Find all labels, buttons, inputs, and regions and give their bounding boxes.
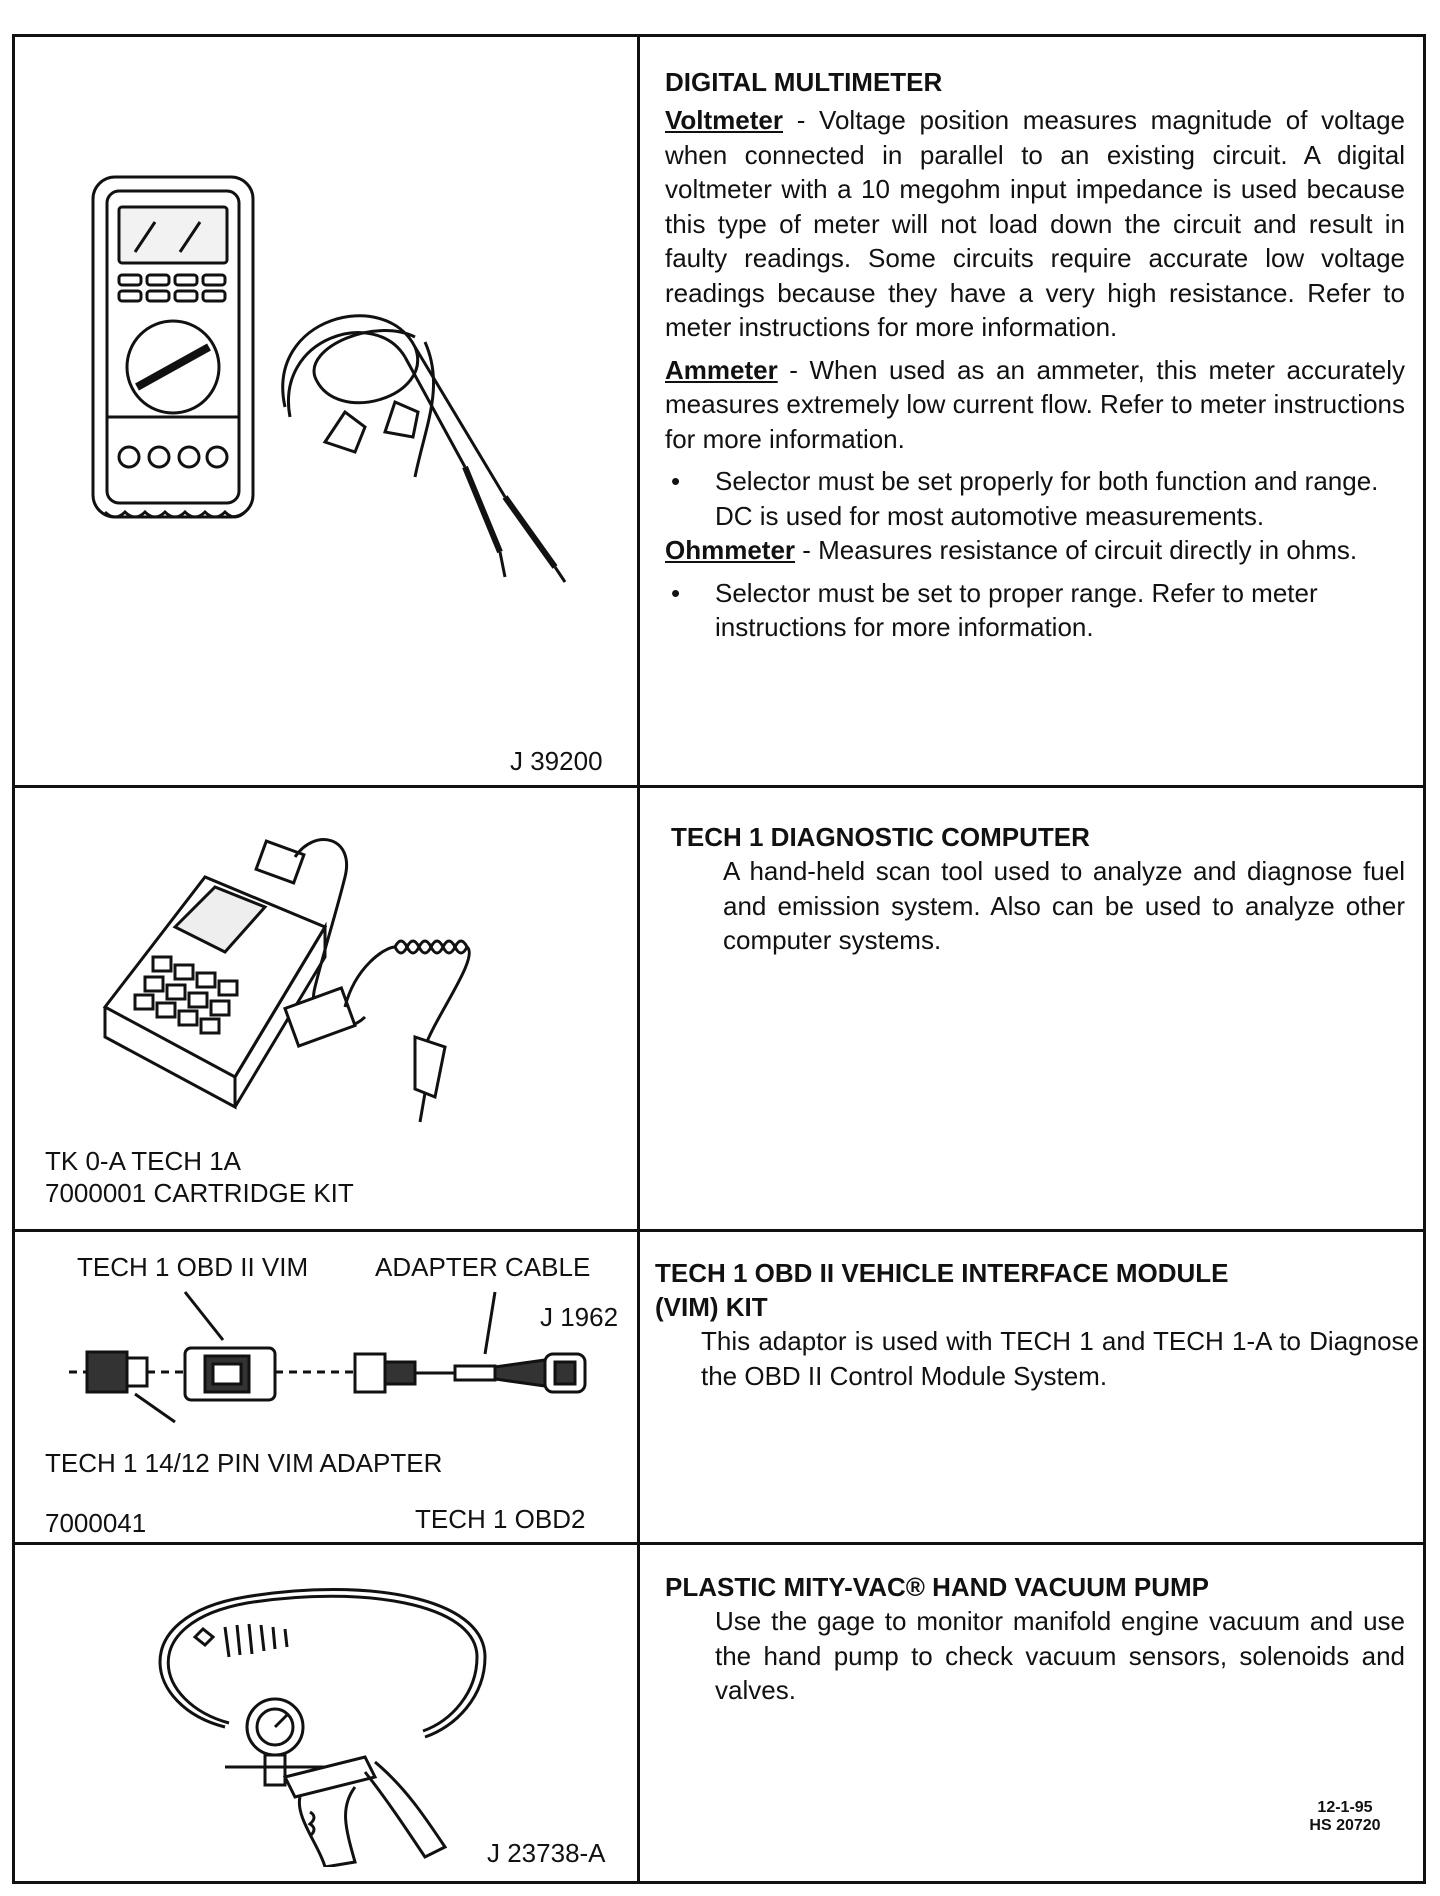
ammeter-bullet: • Selector must be set properly for both function and range. DC is used for most automotive measurements. <box>665 464 1405 533</box>
vim-kit-illustration <box>65 1282 635 1442</box>
row-divider-3 <box>15 1542 1423 1545</box>
voltmeter-term: Voltmeter <box>665 105 783 135</box>
tech1-body: A hand-held scan tool used to analyze and diagnose fuel and emission system. Also can be used to analyze other computer systems. <box>723 856 1405 955</box>
multimeter-title: DIGITAL MULTIMETER <box>665 67 943 97</box>
pump-title: PLASTIC MITY-VAC® HAND VACUUM PUMP <box>665 1572 1209 1602</box>
label-obd-vim: TECH 1 OBD II VIM <box>77 1252 309 1282</box>
tech1-description <box>671 820 1405 958</box>
voltmeter-text: - Voltage position measures magnitude of voltage when connected in parallel to an existing circuit. A digital voltmeter with a 10 megohm input impedance is used because this type of meter will not load down the circuit and result in faulty readings. Some circuits require accurate low voltage readings because they have a very high resistance. Refer to meter instructions for more information. <box>665 105 1405 342</box>
ohmmeter-bullet: • Selector must be set to proper range. Refer to meter instructions for more information. <box>665 576 1405 645</box>
ammeter-text: - When used as an ammeter, this meter accurately measures extremely low current flow. Refer to meter instructions for more information. <box>665 354 1405 454</box>
tool-table <box>12 34 1426 1884</box>
row-divider-2 <box>15 1229 1423 1232</box>
label-j1962: J 1962 <box>540 1302 619 1332</box>
vim-title-line2: (VIM) KIT <box>655 1292 768 1322</box>
pump-body: Use the gage to monitor manifold engine vacuum and use the hand pump to check vacuum sensors, solenoids and valves. <box>715 1606 1405 1705</box>
tech1-title: TECH 1 DIAGNOSTIC COMPUTER <box>671 822 1090 852</box>
document-reference: HS 20720 <box>1309 1817 1381 1834</box>
tool-number-multimeter: J 39200 <box>510 746 603 776</box>
tech1-label-line1: TK 0-A TECH 1A <box>45 1146 242 1176</box>
label-part-number: 7000041 <box>45 1508 147 1538</box>
tech1-illustration <box>95 837 515 1127</box>
label-obd2-kit: TECH 1 OBD2 <box>415 1504 586 1534</box>
vim-body: This adaptor is used with TECH 1 and TECH 1-A to Diagnose the OBD II Control Module System. <box>701 1326 1419 1391</box>
multimeter-description <box>665 65 1405 645</box>
multimeter-illustration <box>85 167 615 587</box>
ohmmeter-term: Ohmmeter <box>665 535 796 565</box>
vim-description <box>655 1256 1419 1393</box>
ohmmeter-text: - Measures resistance of circuit directly in ohms. <box>795 535 1358 565</box>
label-pin-adapter: TECH 1 14/12 PIN VIM ADAPTER <box>45 1448 443 1478</box>
row-divider-1 <box>15 785 1423 788</box>
vim-title-line1: TECH 1 OBD II VEHICLE INTERFACE MODULE <box>655 1258 1229 1288</box>
pump-description <box>665 1570 1405 1708</box>
label-adapter-cable: ADAPTER CABLE <box>375 1252 591 1282</box>
column-divider <box>637 37 640 1881</box>
vacuum-pump-illustration <box>125 1577 505 1867</box>
ammeter-term: Ammeter <box>665 354 778 385</box>
tool-number-pump: J 23738-A <box>487 1838 606 1868</box>
tech1-label-line2: 7000001 CARTRIDGE KIT <box>45 1178 354 1208</box>
revision-date: 12-1-95 <box>1317 1799 1373 1816</box>
